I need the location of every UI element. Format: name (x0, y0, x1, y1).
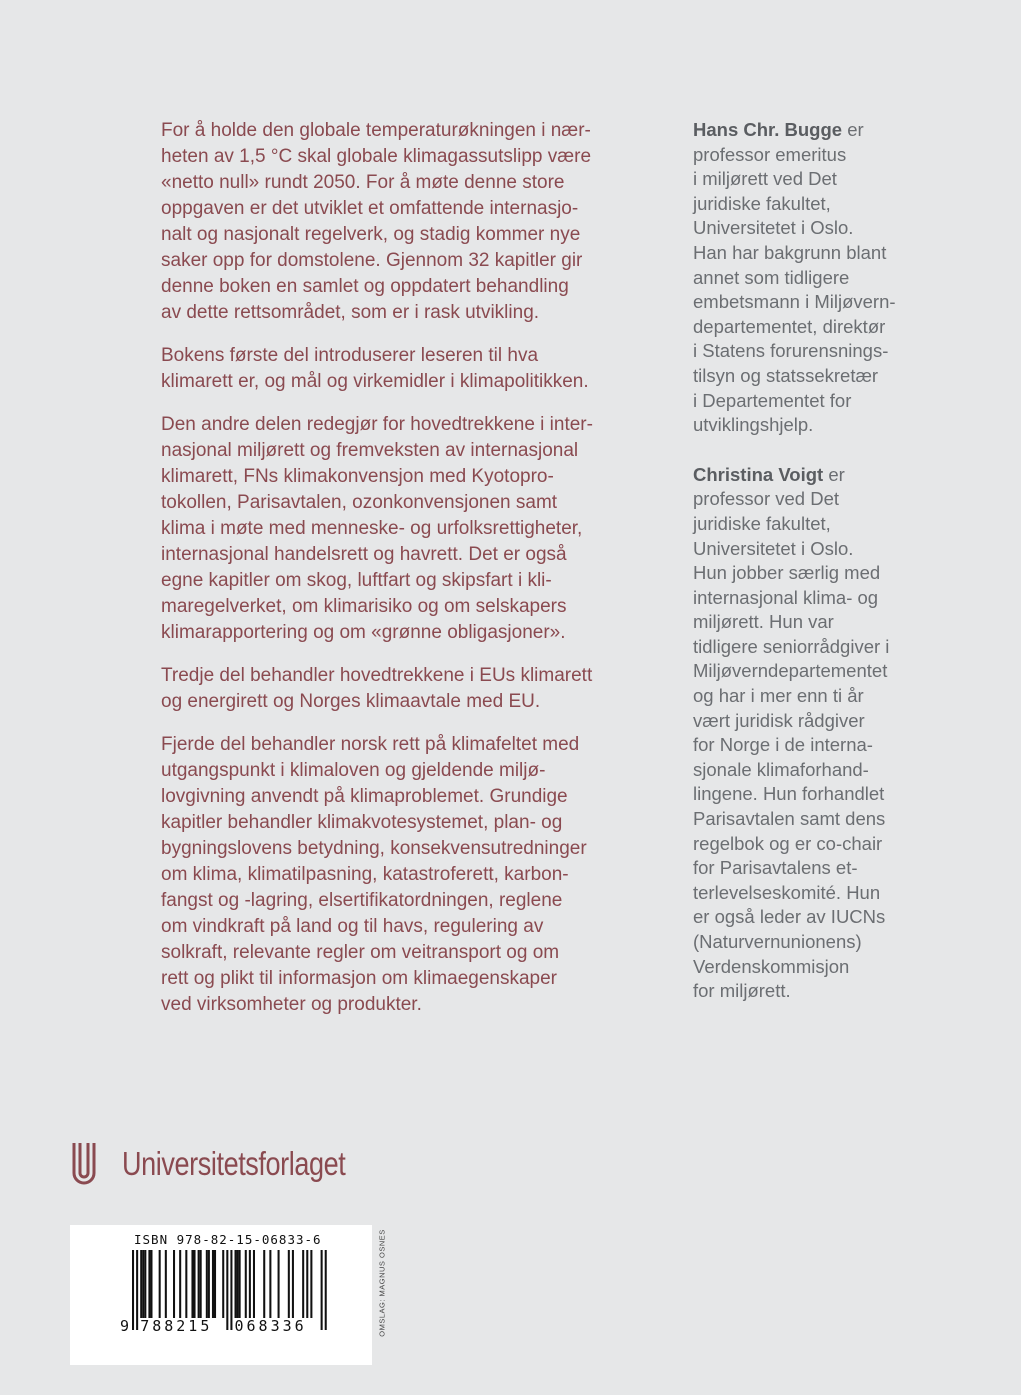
barcode-bar (292, 1250, 294, 1318)
isbn-label: ISBN 978-82-15-06833-6 (134, 1232, 322, 1247)
publisher-logo (70, 1140, 394, 1188)
blurb-paragraph-5: Fjerde del behandler norsk rett på klimafeltet med utgangspunkt i klimaloven og gjeldende miljø- lovgivning anvendt på klimaproblemet. Grundige kapitler behandler klimakvotesystemet, plan- og bygningslovens betydning, konsekvensutredninger om klima, klimatilpasning, katastroferett, karbon- fangst og -lagring, elsertifikatordningen, reglene om vindkraft på land og til havs, regulering av solkraft, relevante regler om veitransport og om rett og plikt til informasjon om klimaegenskaper ved virksomheter og produkter. (161, 734, 587, 1015)
blurb-paragraph-4: Tredje del behandler hovedtrekkene i EUs klimarett og energirett og Norges klimaavtale med EU. (161, 665, 593, 712)
barcode-bar (191, 1250, 193, 1318)
barcode-digits: 788215 (140, 1317, 213, 1335)
barcode-bar (306, 1250, 308, 1318)
author-bios (693, 118, 933, 1029)
barcode-bar (206, 1250, 208, 1318)
blurb-paragraph-1: For å holde den globale temperaturøkningen i nær- heten av 1,5 °C skal globale klimagassutslipp være «netto null» rundt 2050. For å møte denne store oppgaven er det utviklet et omfattende internasjo- nalt og nasjonalt regelverk, og stadig kommer nye saker opp for domstolene. Gjennom 32 kapitler gir denne boken en samlet og oppdatert behandling av dette rettsområdet, som er i rask utvikling. (161, 120, 592, 323)
blurb-text (161, 118, 661, 1035)
barcode-bar (194, 1250, 196, 1318)
barcode-bar (226, 1250, 228, 1330)
barcode-bar (150, 1250, 152, 1318)
barcode-bar (325, 1250, 327, 1330)
barcode-bar (239, 1250, 241, 1318)
blurb-paragraph-2: Bokens første del introduserer leseren til hva klimarett er, og mål og virkemidler i klimapolitikken. (161, 345, 589, 392)
barcode-bar (245, 1250, 247, 1318)
barcode-bar (214, 1250, 216, 1318)
barcode-bar (140, 1250, 142, 1318)
barcode-bar (159, 1250, 161, 1318)
barcode-bar (142, 1250, 144, 1318)
blurb-paragraph-3: Den andre delen redegjør for hovedtrekkene i inter- nasjonal miljørett og fremveksten av internasjonal klimarett, FNs klimakonvensjon med Kyotopro- tokollen, Parisavtalen, ozonkonvensjonen samt klima i møte med menneske- og urfolksrettigheter, internasjonal handelsrett og havrett. Det er også egne kapitler om skog, luftfart og skipsfart i kli- maregelverket, om klimarisiko og om selskapers klimarapportering og om «grønne obligasjoner». (161, 414, 593, 643)
barcode-bar (249, 1250, 251, 1318)
publisher-name: Universitetsforlaget (122, 1145, 346, 1182)
barcode-bar (148, 1250, 150, 1318)
barcode-bars (70, 1225, 372, 1365)
author-bio-text: er professor emeritus i miljørett ved Det juridiske fakultet, Universitetet i Oslo. Han har bakgrunn blant annet som tidligere embetsmann i Miljøvern- departementet, direktør i Statens forurensnings- tilsyn og statssekretær i Departementet for utviklingshjelp. (693, 119, 896, 436)
barcode-bar (230, 1250, 232, 1330)
barcode-bar (237, 1250, 239, 1318)
barcode-bar (136, 1250, 138, 1330)
barcode-bar (269, 1250, 271, 1318)
barcode-digits: 9 (120, 1317, 133, 1335)
barcode (70, 1225, 372, 1365)
barcode-bar (288, 1250, 290, 1318)
barcode-bar (173, 1250, 175, 1318)
u-logo-icon (70, 1141, 98, 1187)
author-name: Christina Voigt (693, 463, 824, 485)
barcode-bar (179, 1250, 181, 1318)
barcode-bar (144, 1250, 146, 1318)
cover-credit (372, 1228, 392, 1338)
barcode-bar (185, 1250, 187, 1318)
barcode-bar (253, 1250, 255, 1318)
author-bio-text: er professor ved Det juridiske fakultet, Universitetet i Oslo. Hun jobber særlig med internasjonal klima- og miljørett. Hun var tidligere seniorrådgiver i Miljøverndepartementet og har i mer enn ti år vært juridisk rådgiver for Norge i de interna- sjonale klimaforhand- lingene. Hun forhandlet Parisavtalen samt dens regelbok og er co-chair for Parisavtalens et- terlevelseskomité. Hun er også leder av IUCNs (Naturvernunionens) Verdenskommisjon for miljørett. (693, 463, 890, 1002)
barcode-bar (208, 1250, 210, 1318)
barcode-bar (222, 1250, 224, 1318)
barcode-digits: 068336 (234, 1317, 307, 1335)
barcode-bar (263, 1250, 265, 1318)
barcode-bar (200, 1250, 202, 1318)
barcode-bar (310, 1250, 312, 1318)
author-bio-bugge (693, 118, 933, 438)
barcode-bar (235, 1250, 237, 1318)
cover-credit-text: OMSLAG: MAGNUS OSNES (377, 1229, 387, 1337)
author-name: Hans Chr. Bugge (693, 119, 843, 140)
author-bio-voigt (693, 463, 933, 1004)
barcode-bar (321, 1250, 323, 1330)
barcode-bar (302, 1250, 304, 1318)
barcode-bar (278, 1250, 280, 1318)
barcode-bar (165, 1250, 167, 1318)
barcode-bar (132, 1250, 134, 1330)
barcode-bar (212, 1250, 214, 1318)
barcode-bar (198, 1250, 200, 1318)
